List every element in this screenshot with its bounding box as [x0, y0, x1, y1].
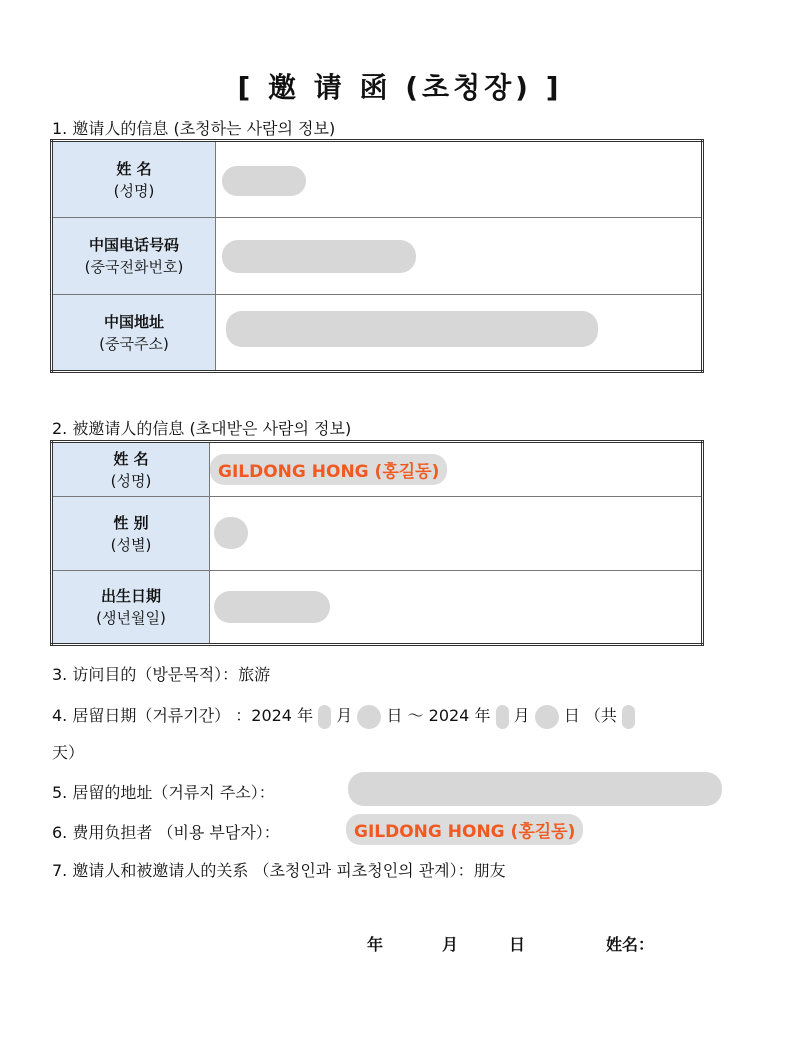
label-cell [52, 497, 210, 571]
relationship: 7. 邀请人和被邀请人的关系 （초청인과 피초청인의 관계）：朋友 [52, 861, 506, 880]
redacted-block [357, 705, 381, 729]
inviter-info-table [50, 139, 704, 373]
label-cn: 姓 名 [116, 159, 152, 178]
label-cell [52, 218, 216, 295]
inviter-name-field[interactable] [216, 141, 703, 218]
sign-year: 年 [367, 935, 384, 954]
redacted-block [226, 311, 598, 347]
sign-name-label: 姓名： [606, 935, 655, 954]
stay-period-days: 天） [52, 743, 85, 762]
stay-address-field[interactable] [348, 772, 722, 806]
invitee-name-value: GILDONG HONG (홍길동) [210, 454, 447, 485]
label-cell [52, 571, 210, 645]
invitee-info-table [50, 440, 704, 646]
label-cell [52, 442, 210, 497]
label-cell [52, 295, 216, 372]
stay-month-label: 月 [513, 706, 530, 725]
sign-month: 月 [442, 935, 459, 954]
table-row [52, 442, 703, 497]
invitee-name-field[interactable] [210, 442, 703, 497]
table-row [52, 218, 703, 295]
stay-day-label: 日 （共 [563, 706, 617, 725]
label-kr: (생년월일) [96, 609, 166, 627]
label-kr: (성명) [113, 181, 155, 200]
redacted-block [214, 591, 330, 623]
document-title: [ 邀 请 函 (초청장) ] [237, 71, 563, 104]
redacted-block [496, 705, 509, 729]
table-row [52, 497, 703, 571]
section1-heading: 1. 邀请人的信息 (초청하는 사람의 정보) [52, 119, 336, 138]
payer-label: 6. 费用负担者 （비용 부담자）： [52, 823, 280, 842]
redacted-block [222, 166, 306, 196]
redacted-block [214, 517, 248, 549]
label-cn: 中国地址 [103, 312, 164, 331]
label-cn: 性 别 [113, 513, 149, 532]
invitee-gender-field[interactable] [210, 497, 703, 571]
label-kr: (성명) [110, 471, 152, 490]
stay-period [52, 703, 635, 729]
table-row [52, 295, 703, 372]
inviter-phone-field[interactable] [216, 218, 703, 295]
redacted-block [222, 240, 416, 273]
stay-address-label: 5. 居留的地址（거류지 주소）： [52, 783, 275, 802]
sign-day: 日 [509, 935, 526, 954]
table-row [52, 571, 703, 645]
table-row [52, 141, 703, 218]
invitee-birthdate-field[interactable] [210, 571, 703, 645]
stay-day-label: 日 ～ 2024 年 [386, 706, 491, 725]
redacted-block [318, 705, 331, 729]
payer-value: GILDONG HONG (홍길동) [346, 814, 583, 845]
label-cn: 中国电话号码 [88, 236, 179, 254]
label-kr: (성별) [110, 535, 152, 554]
label-cn: 姓 名 [113, 449, 149, 468]
redacted-block [535, 705, 559, 729]
redacted-block [622, 705, 635, 729]
label-kr: (중국주소) [99, 334, 169, 353]
inviter-address-field[interactable] [216, 295, 703, 372]
stay-month-label: 月 [336, 706, 353, 725]
label-cell [52, 141, 216, 218]
visit-purpose: 3. 访问目的（방문목적）：旅游 [52, 665, 271, 684]
label-kr: (중국전화번호) [84, 258, 184, 276]
section2-heading: 2. 被邀请人的信息 (초대받은 사람의 정보) [52, 419, 352, 438]
label-cn: 出生日期 [100, 587, 161, 605]
stay-period-prefix: 4. 居留日期（거류기간） ：2024 年 [52, 706, 314, 725]
